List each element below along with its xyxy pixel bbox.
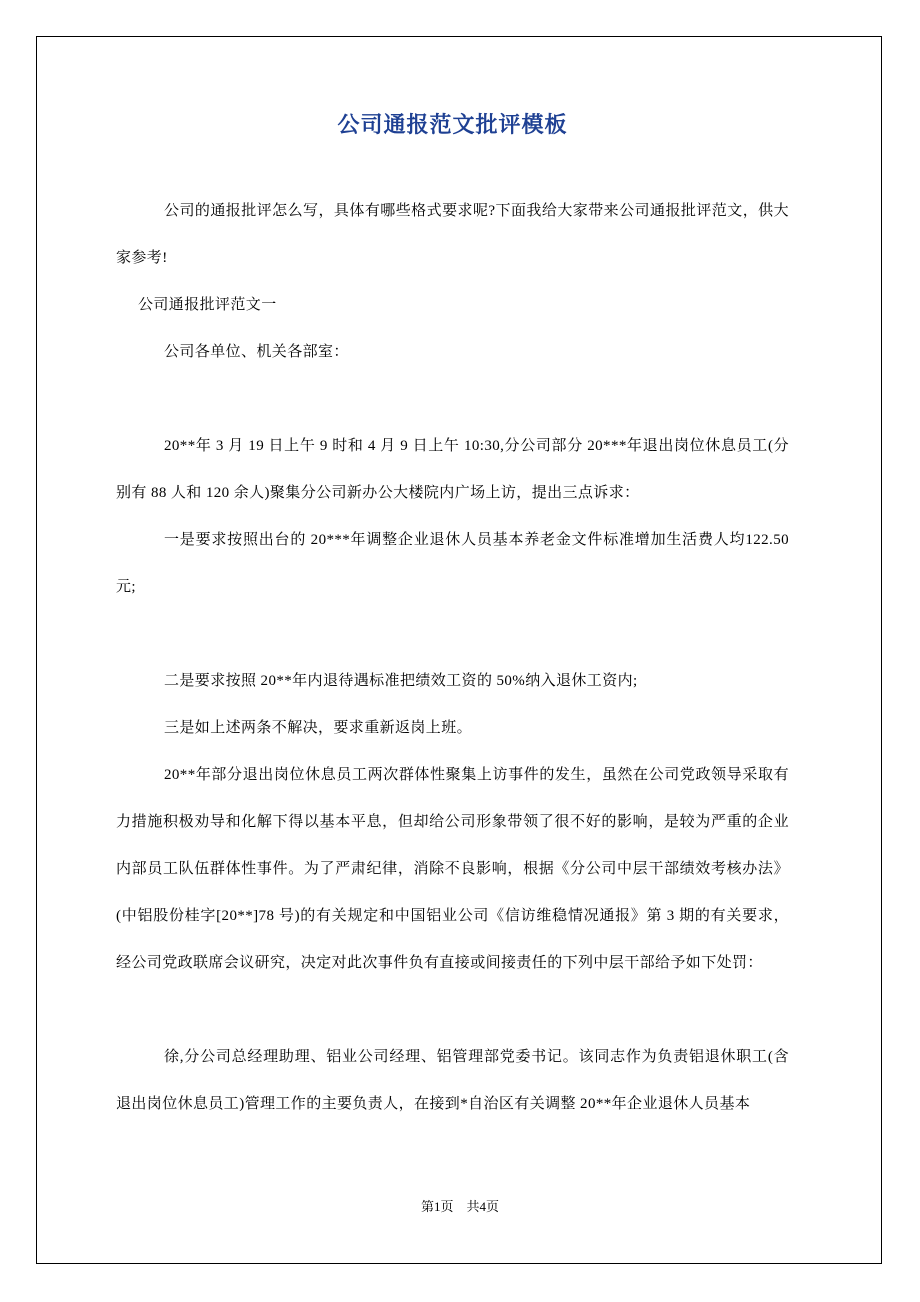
- paragraph: 20**年部分退出岗位休息员工两次群体性聚集上访事件的发生，虽然在公司党政领导采取有力措施积极劝导和化解下得以基本平息，但却给公司形象带领了很不好的影响，是较为严重的企业内部员工队伍群体性事件。为了严肃纪律，消除不良影响，根据《分公司中层干部绩效考核办法》(中铝股份桂字[20**]78 号)的有关规定和中国铝业公司《信访维稳情况通报》第 3 期的有关要求，经公司党政联席会议研究，决定对此次事件负有直接或间接责任的下列中层干部给予如下处罚：: [116, 767, 789, 971]
- blank-line: [116, 987, 789, 1034]
- paragraph: 三是如上述两条不解决，要求重新返岗上班。: [164, 720, 473, 736]
- paragraph: 公司各单位、机关各部室：: [164, 344, 349, 360]
- paragraph: 一是要求按照出台的 20***年调整企业退休人员基本养老金文件标准增加生活费人均122.50元;: [116, 532, 789, 595]
- page-border: [36, 36, 882, 1264]
- paragraph: 公司的通报批评怎么写，具体有哪些格式要求呢?下面我给大家带来公司通报批评范文，供大家参考!: [116, 203, 789, 266]
- paragraph: 公司通报批评范文一: [138, 297, 277, 313]
- paragraph: 20**年 3 月 19 日上午 9 时和 4 月 9 日上午 10:30,分公司部分 20***年退出岗位休息员工(分别有 88 人和 120 余人)聚集分公司新办公大楼院内广场上访，提出三点诉求：: [116, 438, 789, 501]
- page-footer: 第1页 共4页: [420, 1199, 499, 1214]
- document-title: 公司通报范文批评模板: [337, 112, 568, 137]
- paragraph: 二是要求按照 20**年内退待遇标准把绩效工资的 50%纳入退休工资内;: [164, 673, 638, 689]
- blank-line: [116, 611, 789, 658]
- blank-line: [116, 376, 789, 423]
- paragraph: 徐,分公司总经理助理、铝业公司经理、铝管理部党委书记。该同志作为负责铝退休职工(含退出岗位休息员工)管理工作的主要负责人，在接到*自治区有关调整 20**年企业退休人员基本: [116, 1049, 789, 1112]
- document-content: [37, 37, 881, 1128]
